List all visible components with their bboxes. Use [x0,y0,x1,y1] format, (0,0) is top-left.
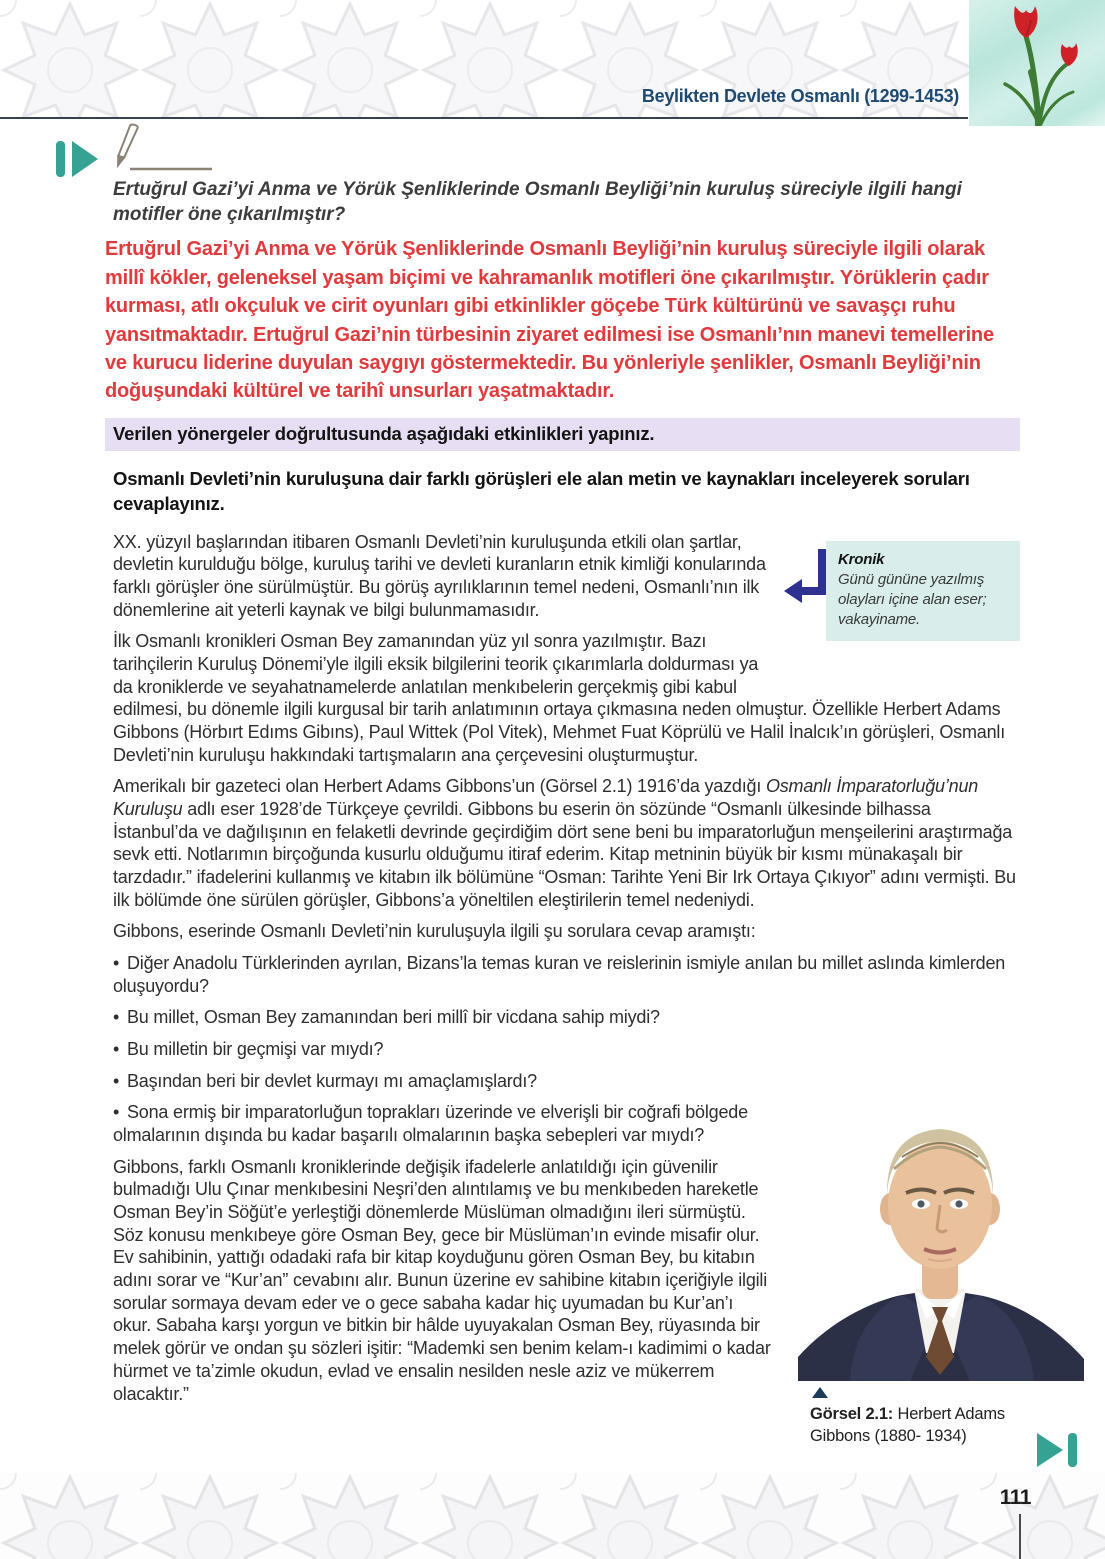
header-teal-corner [969,0,1105,126]
page-content [105,178,1020,1475]
list-item [113,1038,1020,1061]
bullet-text: Bu milletin bir geçmişi var mıydı? [127,1039,384,1060]
triangle-up-icon [812,1387,828,1398]
kronik-term: Kronik [838,550,885,568]
paragraph-segment: Amerikalı bir gazeteci olan Herbert Adams Gibbons’un (Görsel 2.1) 1916’da yazdığı [113,776,766,797]
play-bar-icon [56,141,98,182]
pencil-writing-icon [106,122,216,179]
tulip-flower-illustration [969,0,1105,126]
book-title: Osmanlı İmparatorluğu’nun Kuruluşu [113,776,979,820]
paragraph: XX. yüzyıl başlarından itibaren Osmanlı Devleti’nin kuruluşunda etkili olan şartlar, devletin kurulduğu bölge, kuruluş tarihi ve devleti kuranların etnik kimliği konularında farklı görüşler öne sürülmüştür. Bu görüş ayrılıklarının temel nedeni, Osmanlı’nın ilk dönemlerine ait yeterli kaynak ve bilgi bulunmamasıdır. [113,531,766,620]
figure-portrait-block [785,1103,1020,1475]
paragraph [113,775,1020,911]
instruction-banner: Verilen yönergeler doğrultusunda aşağıdaki etkinlikleri yapınız. [105,418,1020,451]
kronik-definition-box [826,541,1020,641]
list-item [113,1006,1020,1029]
activity-prompt: Osmanlı Devleti’nin kuruluşuna dair farklı görüşleri ele alan metin ve kaynakları inceleyerek soruları cevaplayınız. [113,467,970,514]
kronik-definition: Günü gününe yazılmış olayları içine alan eser; vakayiname. [838,570,987,629]
paragraph-segment: adlı eser 1928’de Türkçeye çevrildi. Gibbons bu eserin ön sözünde “Osmanlı ülkesinde bilhassa İstanbul’da ve dağılışının en felaketli devrinde geçirdiğim dört sene beni bu imparatorluğun menşeilerini araştırmağa sevk etti. Notlarımın birçoğunda kusurlu olduğumu itiraf ederim. Kitap metninin büyük bir kısmı münakaşalı bir tarzdadır.” ifadelerini kullanmış ve kitabın ilk bölümüne “Osman: Tarihte Yeni Bir Irk Ortaya Çıkıyor” adını vermişti. Bu ilk bölümde öne sürülen görüşler, Gibbons’a yöneltilen eleştirilerin temel nedeniydi. [113,799,1016,910]
page-number-rule [1019,1514,1021,1559]
herbert-adams-gibbons-portrait [790,1103,1090,1381]
figure-caption [810,1404,1010,1446]
figure-caption-text: Herbert Adams Gibbons (1880- 1934) [810,1405,1005,1445]
bullet-text: Diğer Anadolu Türklerinden ayrılan, Bizans’la temas kuran ve reislerinin ismiyle anılan bu millet aslında kimlerden oluşuyordu? [113,953,1006,996]
list-item [113,952,1020,997]
bullet-list-intro: Gibbons, eserinde Osmanlı Devleti’nin kuruluşuyla ilgili şu sorulara cevap aramıştı: [113,921,756,942]
skip-forward-icon [1037,1433,1083,1473]
return-left-arrow-icon [782,547,830,615]
bullet-text: Bu millet, Osman Bey zamanından beri millî bir vicdana sahip miydi? [127,1007,660,1028]
figure-caption-label: Görsel 2.1: [810,1405,894,1424]
footer-pattern-band [0,1473,1105,1559]
chapter-title: Beylikten Devlete Osmanlı (1299-1453) [641,86,959,106]
paragraph: Gibbons, farklı Osmanlı kroniklerinde değişik ifadelerle anlatıldığı için güvenilir bulmadığı Ulu Çınar menkıbesini Neşri’den alıntılamış ve bu menkıbeden hareketle Osman Bey’in Söğüt’e yerleştiği dönemlerde Müslüman olmadığını ileri sürmüştü. Söz konusu menkıbeye göre Osman Bey, gece bir Müslüman’ın evinde misafir olur. Ev sahibinin, yattığı odadaki rafa bir kitap koyduğunu gören Osman Bey, bu kitabın adını sorar ve “Kur’an” cevabını alır. Bunun üzerine ev sahibine kitabın içeriğiyle ilgili sorular sormaya devam eder ve o gece sabaha kadar hiç uyumadan bu Kur’an’ı okur. Sabaha karşı yorgun ve bitkin bir hâlde uyuyakalan Osman Bey, rüyasında bir melek görür ve ondan şu sözleri işitir: “Mademki sen benim kelam-ı kadimimi o kadar hürmet ve ta’zimle okudun, evlad ve ensalin nesilden nesle aziz ve mükerrem olacaktır.” [113,1156,771,1404]
bullet-marker: • [113,1039,120,1060]
bullet-marker: • [113,1007,120,1028]
body-text-flow [105,531,1020,1476]
activity-question: Ertuğrul Gazi’yi Anma ve Yörük Şenliklerinde Osmanlı Beyliği’nin kuruluş süreciyle ilgili hangi motifler öne çıkarılmıştır? [113,179,962,225]
bullet-marker: • [113,953,120,974]
bullet-marker: • [113,1070,120,1091]
header-divider [0,117,968,119]
paragraph: İlk Osmanlı kronikleri Osman Bey zamanından yüz yıl sonra yazılmıştır. Bazı tarihçilerin Kuruluş Dönemi’yle ilgili eksik bilgilerini teorik çıkarımlarla doldurması ya da kroniklerde ve seyahatnamelerde anlatılan menkıbelerin gerçekmiş gibi kabul edilmesi, bu dönemle ilgili kurgusal bir tarih anlatımının ortaya çıkmasına neden olmuştur. Özellikle Herbert Adams Gibbons (Hörbırt Edıms Gibıns), Paul Wittek (Pol Vitek), Mehmet Fuat Köprülü ve Halil İnalcık’ın görüşleri, Osmanlı Devleti’nin kuruluşu hakkındaki tartışmaların ana çerçevesini oluşturmuştur. [113,631,1005,765]
list-item [113,1070,1020,1093]
activity-answer: Ertuğrul Gazi’yi Anma ve Yörük Şenliklerinde Osmanlı Beyliği’nin kuruluş süreciyle ilgili olarak millî kökler, geleneksel yaşam biçimi ve kahramanlık motifleri öne çıkarılmıştır. Yörüklerin çadır kurması, atlı okçuluk ve cirit oyunları gibi etkinlikler göçebe Türk kültürünü ve savaşçı ruhu yansıtmaktadır. Ertuğrul Gazi’nin türbesinin ziyaret edilmesi ise Osmanlı’nın manevi temellerine ve kurucu liderine duyulan saygıyı göstermektedir. Bu yönleriyle şenlikler, Osmanlı Beyliği’nin doğuşundaki kültürel ve tarihî unsurları yaşatmaktadır. [105,238,994,403]
page-number: 111 [999,1486,1031,1509]
geometric-pattern [0,1473,1105,1559]
kronik-sidebar [782,531,1020,689]
bullet-text: Başından beri bir devlet kurmayı mı amaçlamışlardı? [127,1070,537,1091]
bullet-marker: • [113,1102,120,1123]
bullet-text: Sona ermiş bir imparatorluğun toprakları üzerinde ve elverişli bir coğrafi bölgede olmalarının dışında bu kadar başarılı olmalarının başka sebepleri var mıydı? [113,1102,748,1146]
